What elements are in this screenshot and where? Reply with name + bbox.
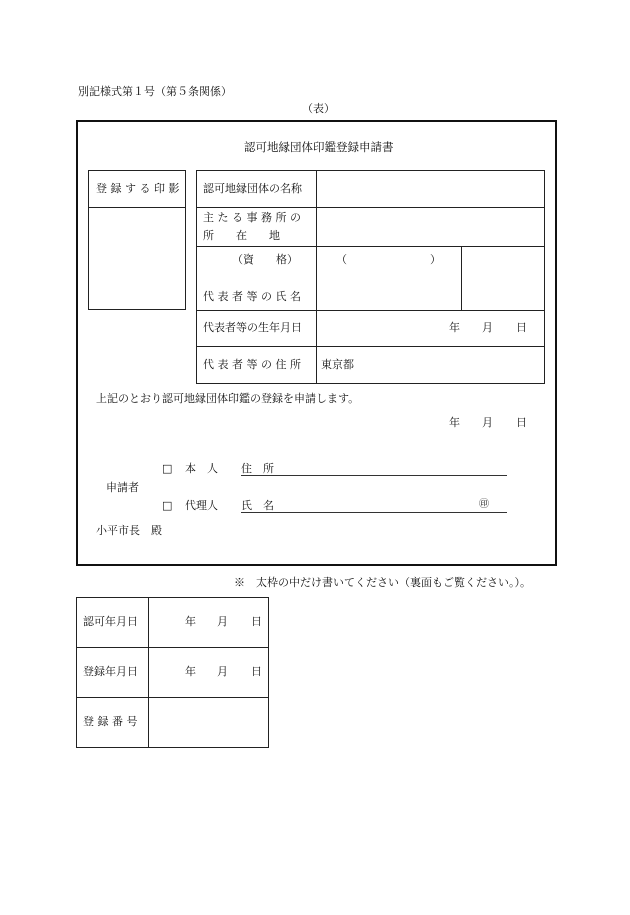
self-checkbox[interactable]: □: [162, 462, 173, 475]
qualification-paren-close: ）: [430, 253, 441, 266]
approval-date-label: 認可年月日: [83, 615, 138, 628]
org-name-label: 認可地縁団体の名称: [203, 182, 302, 195]
page-side-label: （表）: [302, 102, 335, 115]
seal-mark-icon: ㊞: [479, 499, 489, 510]
registration-number-field[interactable]: [150, 699, 267, 746]
self-label: 本 人: [185, 462, 218, 475]
agent-label: 代理人: [185, 499, 218, 512]
seal-impression-area[interactable]: [90, 209, 184, 308]
birth-month-unit: 月: [482, 321, 493, 334]
rep-seal-field[interactable]: [463, 248, 543, 308]
birth-day-unit: 日: [516, 321, 527, 334]
date-year-unit: 年: [449, 416, 460, 429]
seal-label: 登 録 す る 印 影: [96, 182, 180, 195]
fill-in-note: ※ 太枠の中だけ書いてください（裏面もご覧ください。）。: [234, 576, 531, 589]
qualification-paren-open: （: [336, 253, 347, 266]
rep-address-value: 東京都: [321, 358, 354, 371]
approval-day-unit: 日: [251, 615, 262, 628]
form-title: 認可地縁団体印鑑登録申請書: [244, 140, 394, 154]
form-number: 別記様式第１号（第５条関係）: [78, 85, 232, 98]
registration-day-unit: 日: [251, 665, 262, 678]
addressee: 小平市長 殿: [96, 524, 162, 537]
registration-year-unit: 年: [185, 665, 196, 678]
applicant-name-field[interactable]: [280, 497, 475, 511]
rep-name-label: 代 表 者 等 の 氏 名: [203, 290, 301, 303]
office-address-label-line2: 所 在 地: [203, 229, 280, 242]
registration-number-label: 登 録 番 号: [83, 715, 138, 728]
address-label: 住 所: [241, 462, 274, 475]
registration-month-unit: 月: [217, 665, 228, 678]
rep-birth-field[interactable]: [318, 312, 443, 344]
name-label: 氏 名: [241, 499, 274, 512]
rep-address-field[interactable]: [360, 348, 543, 382]
qualification-field[interactable]: [345, 250, 427, 268]
applicant-label: 申請者: [106, 481, 139, 494]
rep-name-field[interactable]: [318, 272, 459, 308]
date-day-unit: 日: [516, 416, 527, 429]
approval-month-unit: 月: [217, 615, 228, 628]
rep-birth-label: 代表者等の生年月日: [203, 321, 302, 334]
rep-address-label: 代 表 者 等 の 住 所: [203, 358, 301, 371]
birth-year-unit: 年: [449, 321, 460, 334]
application-statement: 上記のとおり認可地縁団体印鑑の登録を申請します。: [96, 392, 360, 405]
office-address-field[interactable]: [318, 209, 543, 245]
agent-checkbox[interactable]: □: [162, 499, 173, 512]
office-address-label-line1: 主 た る 事 務 所 の: [203, 211, 301, 224]
name-underline: [241, 512, 507, 513]
org-name-field[interactable]: [318, 172, 543, 206]
applicant-address-field[interactable]: [280, 460, 505, 474]
registration-date-label: 登録年月日: [83, 665, 138, 678]
approval-year-unit: 年: [185, 615, 196, 628]
date-month-unit: 月: [482, 416, 493, 429]
qualification-label: （資 格）: [232, 253, 298, 266]
address-underline: [241, 475, 507, 476]
